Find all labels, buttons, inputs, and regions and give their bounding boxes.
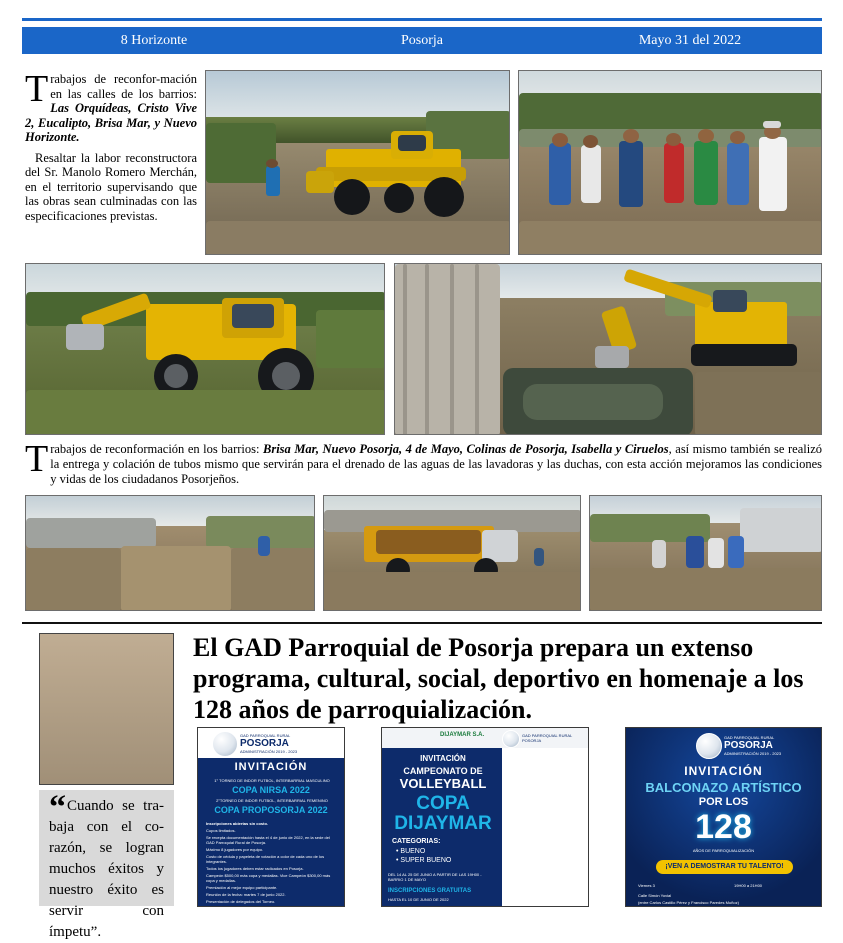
- section-divider: [22, 622, 822, 624]
- poster2-dates: DEL 14 AL 25 DE JUNIO A PARTIR DE LAS 19H00 - BARRIO 1 DE MAYO: [388, 872, 482, 882]
- photo-dump-truck: [323, 495, 581, 611]
- poster2-signup: INSCRIPCIONES GRATUITAS: [388, 888, 472, 894]
- poster3-line1: BALCONAZO ARTÍSTICO: [645, 780, 802, 795]
- caption-middle-bold: Brisa Mar, Nuevo Posorja, 4 de Mayo, Colinas de Posorja, Isabella y Ciruelos: [263, 442, 669, 456]
- article-left-p1b: mación en las calles de los barrios:: [50, 72, 197, 101]
- caption-middle: [25, 438, 822, 487]
- gad-logo-icon-3: [696, 733, 722, 759]
- quote-mark-icon: “: [49, 789, 66, 826]
- portrait-official: [39, 633, 174, 785]
- masthead-page-number: 8 Horizonte: [120, 32, 188, 48]
- poster2-cat1: • BUENO: [396, 848, 426, 855]
- gad-logo-icon-2: [502, 730, 520, 748]
- caption-middle-b: , así mismo también se realizó la entrega y colación de tubos mismo que servirán para el drenado de las aguas de las lavadoras y las duchas, con esta acción mejoramos las condiciones y vidas de los ciudadanos Posorjeños.: [50, 442, 822, 486]
- article-left-p1-bold: Las Orquídeas, Cristo Vive 2, Eucalipto, Brisa Mar, y Nuevo Horizonte.: [25, 101, 197, 144]
- poster2-signup2: HASTA EL 10 DE JUNIO DE 2022: [388, 897, 449, 902]
- photo-workers-truck: [589, 495, 822, 611]
- masthead-bar: [22, 27, 822, 54]
- quote-box: [39, 789, 174, 940]
- photo-backhoe-loader: [25, 263, 385, 435]
- poster3-sub-number: AÑOS DE PARROQUIALIZACIÓN: [692, 848, 755, 853]
- poster2-cat2: • SUPER BUENO: [396, 857, 452, 864]
- poster2-title: COPA DIJAYMAR: [394, 793, 492, 834]
- article-left-p2: Resaltar la labor reconstructora del Sr. Manolo Romero Merchán, en el territorio supervisando que las obras sean culminadas con las especificaciones previstas.: [25, 150, 197, 223]
- poster-balconazo-128[interactable]: [625, 727, 822, 907]
- poster3-cta[interactable]: ¡VEN A DEMOSTRAR TU TALENTO!: [656, 860, 793, 874]
- poster1-line1: 1° TORNEO DE INDOR FUTBOL, INTERBARRIAL MASCULINO: [214, 778, 330, 783]
- poster3-org: GAD PARROQUIAL RURAL POSORJA ADMINISTRACIÓN 2019 - 2023: [724, 735, 782, 756]
- poster3-info2: 19H00 a 21H00: [734, 883, 763, 888]
- poster2-org2: GAD PARROQUIAL RURAL POSORJA: [522, 733, 573, 743]
- poster1-line3: 2°TORNEO DE INDOR FUTBOL, INTERBARRIAL FEMENINO: [216, 798, 328, 803]
- poster3-info4: (entre Carlos Castillo Pérez y Francisco Paredes Muñoz): [638, 900, 739, 905]
- headline-main: El GAD Parroquial de Posorja prepara un extenso programa, cultural, social, deportivo en homenaje a los 128 años de parroquialización.: [193, 633, 804, 724]
- article-left-column: [25, 68, 197, 223]
- photo-excavator-drainage: [394, 263, 822, 435]
- poster1-kicker: INVITACIÓN: [234, 761, 308, 773]
- poster-copa-proposorja[interactable]: [197, 727, 345, 907]
- masthead-section-title: Posorja: [401, 32, 443, 48]
- poster2-org1: DIJAYMAR S.A.: [440, 732, 485, 738]
- gad-logo-icon: [212, 731, 238, 757]
- photo-residents-meeting: [518, 70, 822, 255]
- article-left-p1a: rabajos de reconfor-: [50, 72, 161, 86]
- quote-text: Cuando se trabaja con el corazón, se logran muchos éxitos y nuestro éxito es servir con ímpetu”.: [49, 798, 164, 940]
- photo-leveled-road: [25, 495, 315, 611]
- caption-middle-a: rabajos de reconformación en los barrios:: [50, 442, 263, 456]
- top-rule: [22, 18, 822, 21]
- dropcap-t: T: [25, 68, 49, 110]
- photo-road-grader: [205, 70, 510, 255]
- poster1-rules: Inscripciones abiertas sin costo. Cupos limitados. Se recepta documentación hasta el 4 de junio de 2022, en la sede del GAD Parroquial Rural de Posorja. Máximo 8 jugadores por equipo. Costo de cédula y papeleta de votación a color de cada uno de los integrantes. Todos los jugadores deben estar radicados en Posorja. Campeón $500,00 más copa y medallas. Vice Campeón $300,00 más copa y medallas. Premiación al mejor equipo participante. Reunión de la fecha: martes 7 de junio 2022. Presentación de delegados del Torneo.: [206, 821, 331, 904]
- poster3-line2: POR LOS: [698, 796, 749, 808]
- poster2-cat-label: CATEGORIAS:: [392, 838, 441, 845]
- masthead-date: Mayo 31 del 2022: [638, 32, 742, 48]
- poster2-line1: CAMPEONATO DE: [403, 766, 483, 776]
- dropcap-t-2: T: [25, 438, 49, 480]
- poster2-kicker: INVITACIÓN: [420, 754, 466, 763]
- poster1-org: GAD PARROQUIAL RURAL POSORJA ADMINISTRACIÓN 2019 - 2023: [240, 733, 298, 754]
- poster3-kicker: INVITACIÓN: [684, 764, 763, 778]
- poster3-info3: Calle Simón Yovial: [638, 893, 672, 898]
- poster2-line2: VOLLEYBALL: [399, 776, 487, 791]
- poster3-big-number: 128: [695, 808, 752, 846]
- poster3-info1: Viernes 3: [638, 883, 655, 888]
- poster1-line2: COPA NIRSA 2022: [232, 785, 310, 795]
- poster1-line4: COPA PROPOSORJA 2022: [214, 805, 328, 815]
- poster-copa-dijaymar[interactable]: [381, 727, 589, 907]
